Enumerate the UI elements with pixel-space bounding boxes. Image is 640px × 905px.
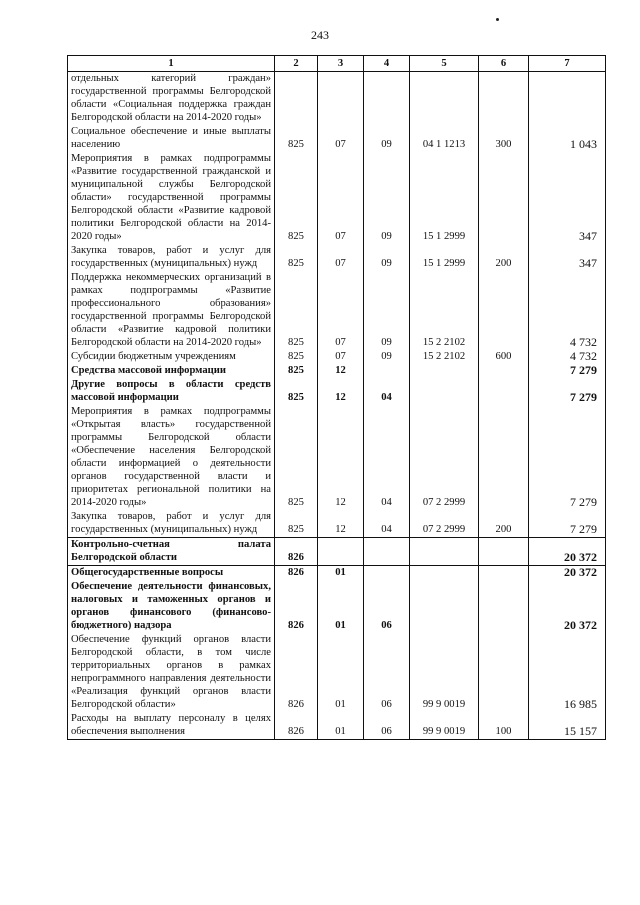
row-code <box>364 364 410 378</box>
row-code <box>479 72 529 126</box>
row-code: 07 <box>318 125 364 152</box>
row-amount <box>529 72 606 126</box>
row-description: Закупка товаров, работ и услуг для государственных (муниципальных) нужд <box>68 510 275 538</box>
row-code <box>410 538 479 566</box>
row-description: Субсидии бюджетным учреждениям <box>68 350 275 364</box>
scan-dot <box>496 18 499 21</box>
row-code: 04 <box>364 378 410 405</box>
row-code: 826 <box>275 580 318 633</box>
row-amount: 15 157 <box>529 712 606 740</box>
row-code <box>410 580 479 633</box>
row-code: 09 <box>364 271 410 350</box>
row-code: 07 <box>318 244 364 271</box>
table-row <box>68 538 606 566</box>
row-code: 12 <box>318 378 364 405</box>
row-code: 09 <box>364 152 410 244</box>
row-amount: 7 279 <box>529 364 606 378</box>
row-code: 04 <box>364 405 410 510</box>
row-code: 12 <box>318 364 364 378</box>
row-description: Обеспечение деятельности финансовых, налоговых и таможенных органов и органов финансового (финансово-бюджетного) надзора <box>68 580 275 633</box>
row-code: 06 <box>364 712 410 740</box>
row-amount: 4 732 <box>529 350 606 364</box>
row-code <box>479 378 529 405</box>
table-row <box>68 378 606 405</box>
row-code: 826 <box>275 712 318 740</box>
row-description: Другие вопросы в области средств массовой информации <box>68 378 275 405</box>
col-header: 3 <box>318 56 364 72</box>
table-row <box>68 405 606 510</box>
row-code: 826 <box>275 538 318 566</box>
row-code: 07 <box>318 152 364 244</box>
row-code <box>318 72 364 126</box>
row-code: 04 1 1213 <box>410 125 479 152</box>
row-code: 825 <box>275 152 318 244</box>
row-code: 825 <box>275 271 318 350</box>
row-amount: 20 372 <box>529 580 606 633</box>
col-header: 7 <box>529 56 606 72</box>
row-code <box>318 538 364 566</box>
row-code <box>479 538 529 566</box>
row-code <box>410 364 479 378</box>
row-code <box>275 72 318 126</box>
row-description: отдельных категорий граждан» государственной программы Белгородской области «Социальная поддержка граждан Белгородской области на 2014-2020 годы» <box>68 72 275 126</box>
budget-table <box>67 55 606 740</box>
table-row <box>68 566 606 581</box>
row-amount: 16 985 <box>529 633 606 712</box>
row-code <box>479 566 529 581</box>
row-code <box>364 72 410 126</box>
row-code: 600 <box>479 350 529 364</box>
row-amount: 7 279 <box>529 510 606 538</box>
row-code <box>410 566 479 581</box>
row-code: 15 2 2102 <box>410 271 479 350</box>
col-header: 1 <box>68 56 275 72</box>
row-code: 300 <box>479 125 529 152</box>
table-row <box>68 364 606 378</box>
row-code <box>479 271 529 350</box>
row-description: Общегосударственные вопросы <box>68 566 275 581</box>
row-code: 09 <box>364 125 410 152</box>
row-code: 15 1 2999 <box>410 244 479 271</box>
table-row <box>68 271 606 350</box>
row-amount: 7 279 <box>529 405 606 510</box>
table-row <box>68 633 606 712</box>
table-row <box>68 72 606 126</box>
row-code: 825 <box>275 244 318 271</box>
col-header: 2 <box>275 56 318 72</box>
row-code: 826 <box>275 566 318 581</box>
row-amount: 7 279 <box>529 378 606 405</box>
row-code: 09 <box>364 244 410 271</box>
row-code: 100 <box>479 712 529 740</box>
row-code: 01 <box>318 580 364 633</box>
row-code: 825 <box>275 378 318 405</box>
row-code: 01 <box>318 633 364 712</box>
table-row <box>68 510 606 538</box>
row-code: 826 <box>275 633 318 712</box>
table-row <box>68 152 606 244</box>
row-code: 01 <box>318 712 364 740</box>
row-code: 825 <box>275 510 318 538</box>
row-code: 99 9 0019 <box>410 712 479 740</box>
row-description: Социальное обеспечение и иные выплаты населению <box>68 125 275 152</box>
row-description: Контрольно-счетная палата Белгородской области <box>68 538 275 566</box>
table-row <box>68 712 606 740</box>
row-code: 07 <box>318 271 364 350</box>
row-amount: 347 <box>529 152 606 244</box>
row-code <box>479 580 529 633</box>
row-amount: 20 372 <box>529 566 606 581</box>
row-code: 200 <box>479 510 529 538</box>
row-code <box>479 364 529 378</box>
row-code: 09 <box>364 350 410 364</box>
row-code <box>364 538 410 566</box>
row-code: 825 <box>275 350 318 364</box>
col-header: 5 <box>410 56 479 72</box>
row-code: 06 <box>364 580 410 633</box>
row-code <box>410 378 479 405</box>
row-description: Обеспечение функций органов власти Белгородской области, в том числе территориальных органов в рамках непрограммного направления деятельности «Реализация функций органов власти Белгородской области» <box>68 633 275 712</box>
row-code: 07 2 2999 <box>410 405 479 510</box>
row-amount: 1 043 <box>529 125 606 152</box>
row-code: 825 <box>275 125 318 152</box>
row-code <box>479 405 529 510</box>
row-code: 825 <box>275 364 318 378</box>
row-code: 825 <box>275 405 318 510</box>
row-code: 06 <box>364 633 410 712</box>
table-row <box>68 350 606 364</box>
row-description: Мероприятия в рамках подпрограммы «Открытая власть» государственной программы Белгородской области «Обеспечение населения Белгородской области информацией о деятельности органов государственной власти и приоритетах региональной политики на 2014-2020 годы» <box>68 405 275 510</box>
row-code: 04 <box>364 510 410 538</box>
row-code: 01 <box>318 566 364 581</box>
row-code: 200 <box>479 244 529 271</box>
row-code: 15 2 2102 <box>410 350 479 364</box>
row-code: 07 2 2999 <box>410 510 479 538</box>
row-description: Расходы на выплату персоналу в целях обеспечения выполнения <box>68 712 275 740</box>
row-code: 12 <box>318 405 364 510</box>
row-description: Средства массовой информации <box>68 364 275 378</box>
col-header: 4 <box>364 56 410 72</box>
row-code <box>364 566 410 581</box>
row-code <box>479 152 529 244</box>
row-code: 15 1 2999 <box>410 152 479 244</box>
row-description: Закупка товаров, работ и услуг для государственных (муниципальных) нужд <box>68 244 275 271</box>
row-code: 12 <box>318 510 364 538</box>
row-amount: 4 732 <box>529 271 606 350</box>
row-code: 07 <box>318 350 364 364</box>
row-amount: 347 <box>529 244 606 271</box>
row-code <box>479 633 529 712</box>
row-code: 99 9 0019 <box>410 633 479 712</box>
table-row <box>68 244 606 271</box>
table-row <box>68 125 606 152</box>
table-row <box>68 580 606 633</box>
row-description: Поддержка некоммерческих организаций в рамках подпрограммы «Развитие профессионального образования» государственной программы Белгородской области «Развитие кадровой политики Белгородской области на 2014-2020 годы» <box>68 271 275 350</box>
page-number: 243 <box>311 28 329 42</box>
row-description: Мероприятия в рамках подпрограммы «Развитие государственной гражданской и муниципальной службы Белгородской области» государственной программы Белгородской области «Развитие кадровой политики Белгородской области на 2014-2020 годы» <box>68 152 275 244</box>
row-code <box>410 72 479 126</box>
col-header: 6 <box>479 56 529 72</box>
header-row <box>68 56 606 72</box>
row-amount: 20 372 <box>529 538 606 566</box>
